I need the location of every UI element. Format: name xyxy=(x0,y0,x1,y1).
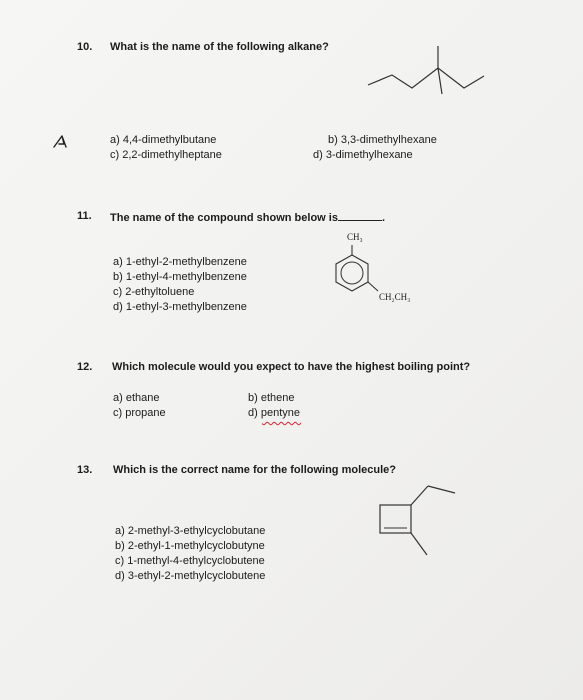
question-11-number: 11. xyxy=(77,210,92,222)
pen-arrow-mark xyxy=(52,132,72,152)
question-10-number: 10. xyxy=(77,41,93,53)
question-12-option-d[interactable]: d) pentyne xyxy=(248,407,300,419)
question-11-prompt-end: . xyxy=(381,212,386,224)
question-10-option-a[interactable]: a) 4,4-dimethylbutane xyxy=(110,134,217,146)
answer-blank xyxy=(338,210,382,221)
question-12-prompt: Which molecule would you expect to have the highest boiling point? xyxy=(112,361,471,373)
question-13-option-c[interactable]: c) 1-methyl-4-ethylcyclobutene xyxy=(115,555,265,567)
question-12-number: 12. xyxy=(77,361,93,373)
question-11-prompt xyxy=(110,210,385,224)
question-11-option-a[interactable]: a) 1-ethyl-2-methylbenzene xyxy=(113,256,247,268)
question-11-option-c[interactable]: c) 2-ethyltoluene xyxy=(113,286,195,298)
question-13-prompt: Which is the correct name for the following molecule? xyxy=(113,464,396,476)
ethyl-label: CH₂CH₃ xyxy=(379,292,411,302)
question-13-option-b[interactable]: b) 2-ethyl-1-methylcyclobutyne xyxy=(115,540,265,552)
question-10-option-d[interactable]: d) 3-dimethylhexane xyxy=(313,149,413,161)
question-12-option-b[interactable]: b) ethene xyxy=(248,392,295,404)
question-10-option-b[interactable]: b) 3,3-dimethylhexane xyxy=(328,134,437,146)
question-11-option-b[interactable]: b) 1-ethyl-4-methylbenzene xyxy=(113,271,247,283)
question-13-number: 13. xyxy=(77,464,93,476)
spellcheck-underline xyxy=(262,406,306,422)
question-12-option-c[interactable]: c) propane xyxy=(113,407,166,419)
question-12-option-a[interactable]: a) ethane xyxy=(113,392,160,404)
ethylmethylbenzene-structure xyxy=(330,245,382,301)
cyclobutene-structure xyxy=(375,478,460,563)
question-13-option-d[interactable]: d) 3-ethyl-2-methylcyclobutene xyxy=(115,570,266,582)
question-10-prompt: What is the name of the following alkane? xyxy=(110,41,329,53)
question-10-option-c[interactable]: c) 2,2-dimethylheptane xyxy=(110,149,222,161)
question-13-option-a[interactable]: a) 2-methyl-3-ethylcyclobutane xyxy=(115,525,266,537)
alkane-skeletal-structure xyxy=(360,38,495,98)
methyl-label: CH₃ xyxy=(347,232,363,242)
question-11-option-d[interactable]: d) 1-ethyl-3-methylbenzene xyxy=(113,301,247,313)
question-11-prompt-text: The name of the compound shown below is xyxy=(110,212,338,224)
